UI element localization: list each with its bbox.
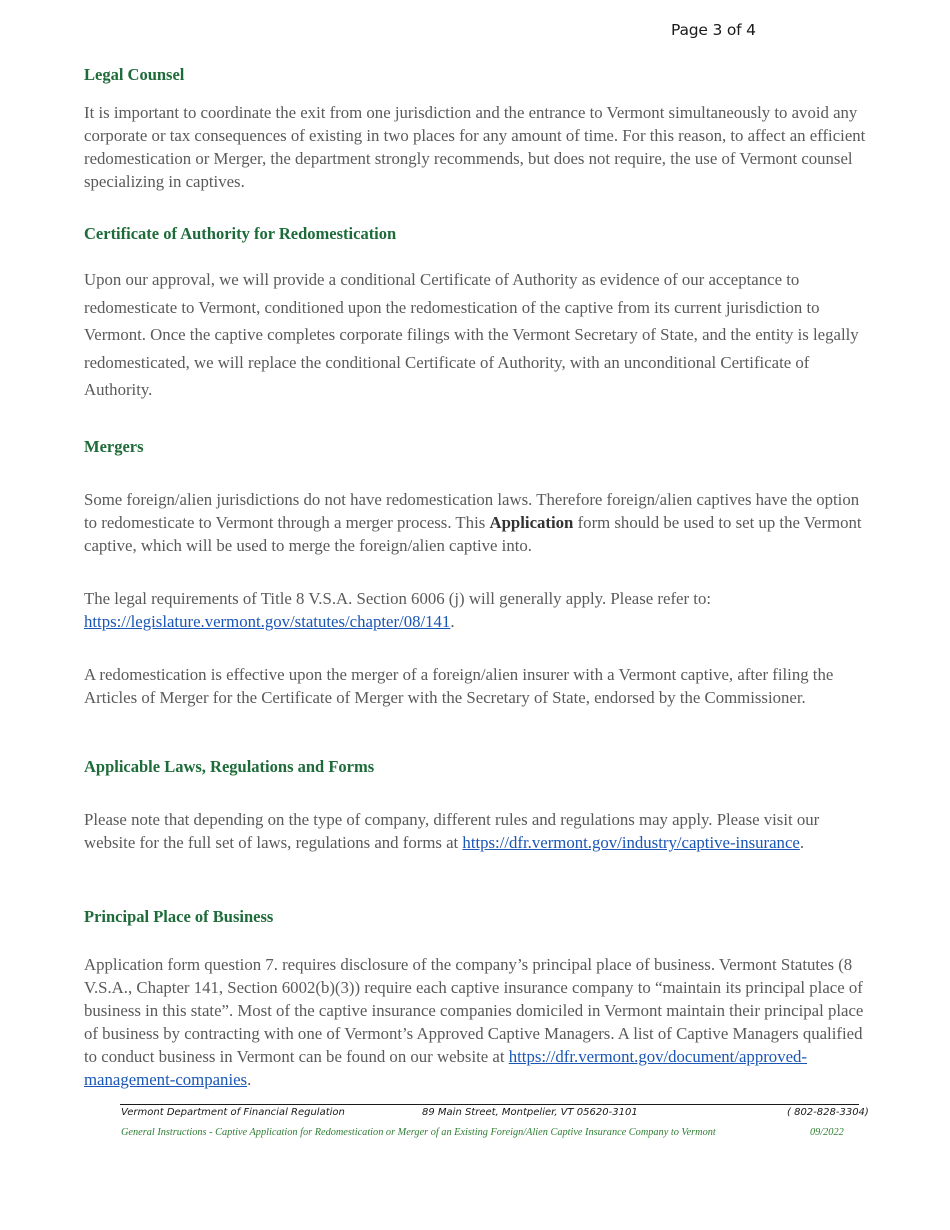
mergers-p2-text: The legal requirements of Title 8 V.S.A. Section 6006 (j) will generally apply. Please refer to: bbox=[84, 589, 711, 608]
mergers-paragraph-2 bbox=[84, 587, 869, 633]
footer-doc-title: General Instructions - Captive Application for Redomestication or Merger of an Existing Foreign/Alien Captive Insurance Company to Vermont bbox=[121, 1127, 716, 1138]
footer-divider bbox=[120, 1104, 859, 1105]
legal-counsel-paragraph: It is important to coordinate the exit from one jurisdiction and the entrance to Vermont simultaneously to avoid any corporate or tax consequences of existing in two places for any amount of time. For this reason, to affect an efficient redomestication or Merger, the department strongly recommends, but does not require, the use of Vermont counsel specializing in captives. bbox=[84, 103, 866, 191]
mergers-heading: Mergers bbox=[84, 437, 144, 456]
laws-paragraph bbox=[84, 808, 869, 854]
certificate-heading: Certificate of Authority for Redomestication bbox=[84, 224, 397, 243]
certificate-paragraph: Upon our approval, we will provide a conditional Certificate of Authority as evidence of our acceptance to redomesticate to Vermont, conditioned upon the redomestication of the captive from its current jurisdiction to Vermont. Once the captive completes corporate filings with the Vermont Secretary of State, and the entity is legally redomesticated, we will replace the conditional Certificate of Authority, with an unconditional Certificate of Authority. bbox=[84, 270, 859, 399]
management-companies-link[interactable]: https://dfr.vermont.gov/document/approved-management-companies bbox=[84, 1047, 808, 1089]
footer-address: 89 Main Street, Montpelier, VT 05620-3101 bbox=[422, 1107, 638, 1118]
footer-date: 09/2022 bbox=[810, 1127, 844, 1138]
captive-insurance-link[interactable]: https://dfr.vermont.gov/industry/captive-insurance bbox=[462, 833, 800, 852]
footer-org: Vermont Department of Financial Regulation bbox=[121, 1107, 345, 1118]
application-bold: Application bbox=[489, 513, 574, 532]
principal-period: . bbox=[247, 1070, 252, 1089]
mergers-p1-text-end: form should be used to set up the Vermont captive, which will be used to merge the foreign/alien captive into. bbox=[84, 513, 862, 555]
footer-phone: ( 802-828-3304) bbox=[787, 1107, 869, 1118]
legislature-statutes-link[interactable]: https://legislature.vermont.gov/statutes/chapter/08/141 bbox=[84, 612, 451, 631]
mergers-p1-text: Some foreign/alien jurisdictions do not have redomestication laws. Therefore foreign/alien captives have the option to redomesticate to Vermont through a merger process. This bbox=[84, 490, 860, 532]
principal-heading: Principal Place of Business bbox=[84, 907, 274, 926]
laws-period: . bbox=[799, 833, 805, 852]
principal-text: Application form question 7. requires disclosure of the company’s principal place of business. Vermont Statutes (8 V.S.A., Chapter 141, Section 6002(b)(3)) require each captive insurance company to “maintain its principal place of business in this state”. Most of the captive insurance companies domiciled in Vermont maintain their principal place of business by contracting with one of Vermont’s Approved Captive Managers. A list of Captive Managers qualified to conduct business in Vermont can be found on our website at bbox=[84, 955, 864, 1066]
mergers-p2-period: . bbox=[450, 612, 455, 631]
laws-text: Please note that depending on the type of company, different rules and regulations may apply. Please visit our website for the full set of laws, regulations and forms at bbox=[84, 810, 820, 852]
principal-paragraph bbox=[84, 953, 869, 1091]
laws-heading: Applicable Laws, Regulations and Forms bbox=[84, 757, 375, 776]
legal-counsel-heading: Legal Counsel bbox=[84, 65, 185, 84]
mergers-paragraph-3: A redomestication is effective upon the merger of a foreign/alien insurer with a Vermont captive, after filing the Articles of Merger for the Certificate of Merger with the Secretary of State, endorsed by the Commissioner. bbox=[84, 665, 834, 707]
mergers-paragraph-1 bbox=[84, 488, 869, 557]
page-number: Page 3 of 4 bbox=[671, 21, 756, 39]
